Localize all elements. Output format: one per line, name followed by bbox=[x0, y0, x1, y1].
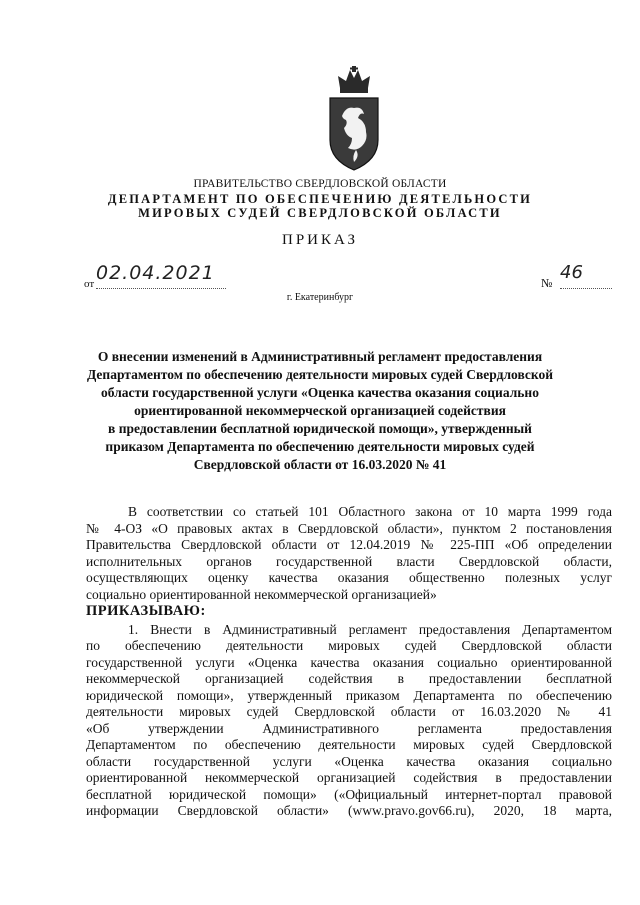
city-name: г. Екатеринбург bbox=[286, 292, 354, 303]
item1-line: ориентированной некоммерческой организацией содействия в предоставлении bbox=[86, 770, 612, 785]
item1-line: бесплатной юридической помощи» («Официальный интернет-портал правовой bbox=[86, 786, 612, 802]
government-name: ПРАВИТЕЛЬСТВО СВЕРДЛОВСКОЙ ОБЛАСТИ bbox=[193, 178, 447, 190]
heading-line: ориентированной некоммерческой организацией содействия bbox=[134, 403, 506, 418]
department-name-line1: ДЕПАРТАМЕНТ ПО ОБЕСПЕЧЕНИЮ ДЕЯТЕЛЬНОСТИ bbox=[107, 192, 533, 206]
preamble-line: осуществляющих оценку качества оказания общественно полезных услуг bbox=[86, 570, 612, 585]
order-body bbox=[86, 504, 612, 820]
item1-line: области государственной услуги «Оценка качества оказания социально bbox=[86, 753, 612, 769]
heading-line: О внесении изменений в Административный регламент предоставления bbox=[97, 349, 543, 364]
number-label: № bbox=[541, 276, 553, 290]
item1-line: юридической помощи», утвержденный приказом Департамента по обеспечению bbox=[86, 687, 612, 703]
coat-of-arms-emblem bbox=[326, 66, 382, 172]
item1-line: информации Свердловской области» (www.pravo.gov66.ru), 2020, 18 марта, bbox=[86, 803, 612, 818]
department-name-line2: МИРОВЫХ СУДЕЙ СВЕРДЛОВСКОЙ ОБЛАСТИ bbox=[138, 206, 502, 220]
item1-line: государственной услуги «Оценка качества оказания социально ориентированной bbox=[86, 654, 612, 670]
order-heading bbox=[80, 348, 560, 474]
preamble-line: социально ориентированной некоммерческой организацией» bbox=[86, 586, 437, 602]
heading-line: Свердловской области от 16.03.2020 № 41 bbox=[193, 457, 447, 472]
heading-line: Департаментом по обеспечению деятельности мировых судей Свердловской bbox=[86, 367, 554, 382]
preamble-line: исполнительных органов государственной власти Свердловской области, bbox=[86, 553, 612, 569]
number-handwritten: 46 bbox=[560, 262, 612, 289]
order-word: ПРИКАЗЫВАЮ: bbox=[86, 603, 206, 619]
item1-line: некоммерческой организацией содействия в предоставлении бесплатной bbox=[86, 671, 612, 686]
item1-line: по обеспечению деятельности мировых судей Свердловской области bbox=[86, 638, 612, 653]
preamble-line: В соответствии со статьей 101 Областного закона от 10 марта 1999 года bbox=[128, 504, 612, 519]
preamble-line: Правительства Свердловской области от 12.04.2019 № 225-ПП «Об определении bbox=[86, 537, 612, 552]
date-handwritten: 02.04.2021 bbox=[96, 262, 226, 289]
item1-line: Департаментом по обеспечению деятельности мировых судей Свердловской bbox=[86, 737, 612, 752]
preamble-line: № 4-ОЗ «О правовых актах в Свердловской области», пунктом 2 постановления bbox=[86, 520, 612, 536]
heading-line: в предоставлении бесплатной юридической помощи», утвержденный bbox=[108, 421, 532, 436]
item1-line: 1. Внести в Административный регламент предоставления Департаментом bbox=[128, 621, 612, 637]
date-label: от bbox=[84, 278, 95, 290]
heading-line: приказом Департамента по обеспечению деятельности мировых судей bbox=[105, 439, 535, 454]
item1-line: «Об утверждении Административного регламента предоставления bbox=[86, 720, 612, 736]
order-title: ПРИКАЗ bbox=[282, 232, 358, 248]
heading-line: области государственной услуги «Оценка качества оказания социально bbox=[101, 385, 539, 400]
item1-line: деятельности мировых судей Свердловской области от 16.03.2020 № 41 bbox=[86, 704, 612, 719]
